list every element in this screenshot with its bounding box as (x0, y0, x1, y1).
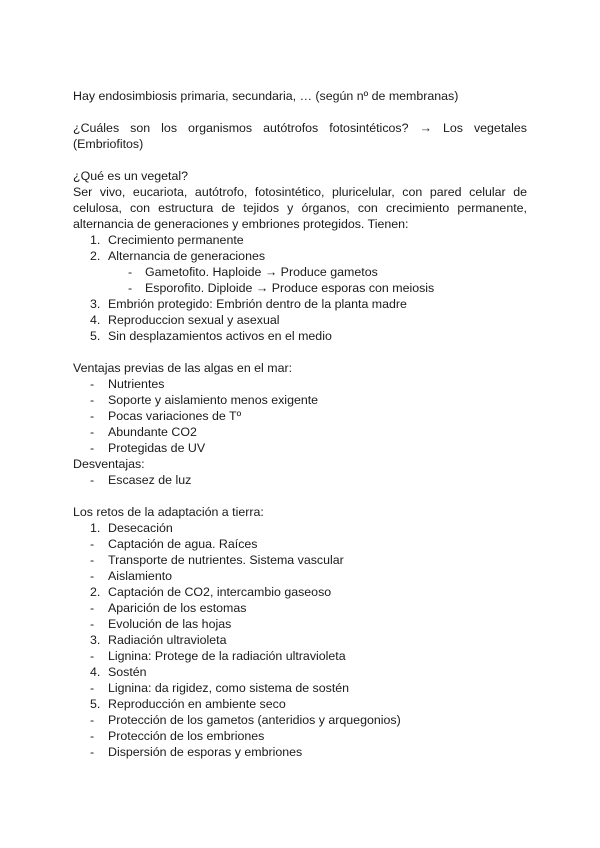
list-marker: 4. (90, 313, 101, 327)
sublist-marker: - (128, 265, 133, 279)
list-item: Protección de los embriones (108, 729, 265, 743)
question1-line2: (Embriofitos) (73, 137, 144, 151)
list-marker: - (90, 681, 95, 695)
definition-line-1: Ser vivo, eucariota, autótrofo, fotosintético, pluricelular, con pared celular de (73, 185, 527, 199)
definition-line-3: alternancia de generaciones y embriones protegidos. Tienen: (73, 217, 409, 231)
list-marker: - (90, 441, 95, 455)
list-item: Escasez de luz (108, 473, 192, 487)
list-marker: - (90, 569, 95, 583)
list-item: Desecación (108, 521, 173, 535)
list-marker: 3. (90, 633, 101, 647)
list-marker: - (90, 649, 95, 663)
list-item: Aparición de los estomas (108, 601, 247, 615)
list-marker: 3. (90, 297, 101, 311)
list-marker: 5. (90, 697, 101, 711)
list-item: Protegidas de UV (108, 441, 206, 455)
list-marker: - (90, 745, 95, 759)
list-item: Alternancia de generaciones (108, 249, 266, 263)
list-item: Reproduccion sexual y asexual (108, 313, 280, 327)
list-item: Lignina: da rigidez, como sistema de sostén (108, 681, 350, 695)
list-item: Captación de CO2, intercambio gaseoso (108, 585, 332, 599)
list-item: Pocas variaciones de Tº (108, 409, 242, 423)
list-item: Sostén (108, 665, 147, 679)
list-marker: 5. (90, 329, 101, 343)
ventajas-heading: Ventajas previas de las algas en el mar: (73, 361, 293, 375)
list-item: Reproducción en ambiente seco (108, 697, 286, 711)
list-item: Captación de agua. Raíces (108, 537, 258, 551)
list-item: Abundante CO2 (108, 425, 197, 439)
list-marker: - (90, 617, 95, 631)
list-item: Transporte de nutrientes. Sistema vascular (108, 553, 344, 567)
sublist-item: Gametofito. Haploide → Produce gametos (145, 265, 378, 279)
question1-line1: ¿Cuáles son los organismos autótrofos fotosintéticos? → Los vegetales (73, 121, 527, 135)
list-marker: 2. (90, 585, 101, 599)
list-item: Soporte y aislamiento menos exigente (108, 393, 319, 407)
question2-heading: ¿Qué es un vegetal? (73, 169, 189, 183)
retos-heading: Los retos de la adaptación a tierra: (73, 505, 264, 519)
sublist-item: Esporofito. Diploide → Produce esporas con meiosis (145, 281, 435, 295)
list-item: Radiación ultravioleta (108, 633, 227, 647)
list-item: Lignina: Protege de la radiación ultravioleta (108, 649, 346, 663)
list-item: Protección de los gametos (anteridios y arquegonios) (108, 713, 401, 727)
list-marker: - (90, 601, 95, 615)
list-marker: - (90, 409, 95, 423)
list-item: Aislamiento (108, 569, 173, 583)
list-item: Sin desplazamientos activos en el medio (108, 329, 332, 343)
list-marker: - (90, 553, 95, 567)
list-marker: 2. (90, 249, 101, 263)
list-marker: - (90, 377, 95, 391)
list-item: Evolución de las hojas (108, 617, 232, 631)
list-item: Dispersión de esporas y embriones (108, 745, 303, 759)
list-marker: 4. (90, 665, 101, 679)
desventajas-heading: Desventajas: (73, 457, 145, 471)
list-marker: - (90, 713, 95, 727)
list-marker: - (90, 537, 95, 551)
list-marker: - (90, 729, 95, 743)
definition-line-2: celulosa, con estructura de tejidos y órganos, con crecimiento permanente, (73, 201, 527, 215)
list-item: Crecimiento permanente (108, 233, 244, 247)
list-item: Embrión protegido: Embrión dentro de la planta madre (108, 297, 407, 311)
list-marker: - (90, 473, 95, 487)
list-marker: - (90, 393, 95, 407)
list-item: Nutrientes (108, 377, 165, 391)
list-marker: 1. (90, 233, 101, 247)
list-marker: - (90, 425, 95, 439)
list-marker: 1. (90, 521, 101, 535)
sublist-marker: - (128, 281, 133, 295)
intro-line: Hay endosimbiosis primaria, secundaria, … (según nº de membranas) (73, 89, 459, 103)
